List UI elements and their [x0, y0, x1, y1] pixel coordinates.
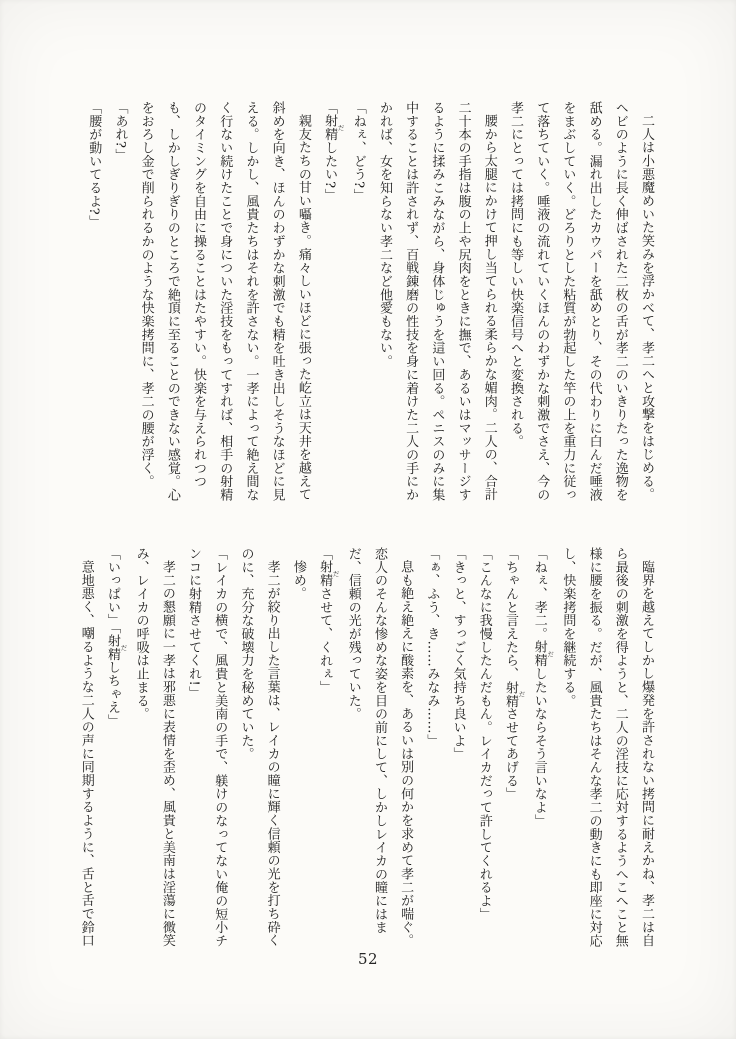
bottom-text-block — [73, 547, 659, 949]
narration-paragraph — [285, 547, 311, 949]
text-run: 意地悪く、嘲るような二人の声に同期するように、舌と舌で鈴口 — [78, 560, 94, 948]
top-text-block — [80, 101, 659, 503]
narration-paragraph — [554, 547, 659, 949]
dialogue-line — [80, 101, 106, 503]
page-number: 52 — [357, 950, 379, 968]
text-run: 「 — [317, 547, 333, 561]
text-run: させて、くれぇ」 — [317, 587, 333, 694]
text-run: 孝二が絞り出した言葉は、レイカの瞳に輝く信頼の光を打ち砕くのに、充分な破壊力を秘めていた。 — [238, 547, 280, 948]
text-run: 親友たちの甘い囁き。痛々しいほどに張った屹立は天井を越えて斜めを向き、ほんのわずかな刺激でも精を吐き出しそうなほどに見える。しかし、風貴たちはそれを許さない。一孝によって絶え間なく行ない続けたことで身についた淫技をもってすれば、相手の射精のタイミングを自由に操ることはたやすい。快楽を与えられつつも、しかしぎりぎりのところで絶頂に至ることのできない感覚。心をおろし金で削られるかのような快楽拷問に、孝二の腰が浮く。 — [138, 101, 311, 502]
text-run: したいならそう言いなよ」 — [531, 667, 547, 828]
text-run: 臨界を越えてしかし爆発を許されない拷問に耐えかね、孝二は自ら最後の刺激を得ようと、二人の淫技に応対するようへこへこと無様に腰を振る。だが、風貴たちはそんな孝二の動きにも即座に対応し、快楽拷問を継続する。 — [560, 547, 654, 948]
text-run: 惨め。 — [290, 560, 306, 601]
dialogue-line — [444, 547, 470, 949]
text-run: しちゃえ」 — [104, 660, 120, 728]
dialogue-line — [471, 547, 497, 949]
text-run: したい?」 — [322, 141, 338, 202]
dialogue-line — [311, 547, 340, 949]
text-run: 二人は小悪魔めいた笑みを浮かべて、孝二へと攻撃をはじめる。ヘビのように長く伸ばされた二枚の舌が孝二のいきりたった逸物を舐める。漏れ出したカウパーを舐めとり、その代わりに白んだ唾液をまぶしていく。どろりとした粘質が勃起した竿の上を重力に従って落ちていく。唾液の流れていくほんのわずかな刺激でさえ、今の孝二にとっては拷問にも等しい快楽信号へと変換される。 — [507, 101, 654, 502]
dialogue-line — [497, 547, 526, 949]
text-run: 「あれ?」 — [112, 101, 128, 162]
text-run: 「腰が動いてるよ?」 — [86, 101, 102, 229]
text-run: 「レイカの横で、風貴と美南の手で、躾けのなってない俺の短小チンコに射精させてくれ!」 — [186, 547, 228, 948]
dialogue-line — [345, 101, 371, 503]
narration-paragraph — [132, 101, 315, 503]
text-run: 「 — [322, 101, 338, 115]
text-run: 「ねぇ、どう?」 — [350, 101, 366, 202]
narration-paragraph — [502, 101, 659, 503]
narration-paragraph — [232, 547, 284, 949]
dialogue-line — [316, 101, 345, 503]
text-run: 「きっと、すっごく気持ち良いよ」 — [450, 547, 466, 761]
furigana-word: 射精 だ — [502, 680, 526, 708]
text-run: 息も絶え絶えに酸素を、あるいは別の何かを求めて孝二が喘ぐ。恋人のそんな惨めな姿を目の前にして、しかしレイカの瞳にはまだ、信頼の光が残っていた。 — [345, 547, 414, 948]
text-run: 孝二の懇願に一孝は邪悪に表情を歪め、風貴と美南は淫蕩に微笑み、レイカの呼吸は止まる。 — [133, 547, 175, 948]
dialogue-line — [418, 547, 444, 949]
dialogue-line — [99, 547, 128, 949]
furigana-text: だ — [517, 680, 526, 708]
narration-paragraph — [73, 547, 99, 949]
text-run: 「ちゃんと言えたら、 — [502, 547, 518, 681]
text-run: 「ぁ、ふう、き……みなみ……」 — [424, 547, 440, 748]
furigana-word: 射精 だ — [531, 640, 555, 668]
dialogue-line — [180, 547, 232, 949]
furigana-word: 射精 だ — [104, 633, 128, 661]
text-run: させてあげる」 — [502, 707, 518, 801]
dialogue-line — [525, 547, 554, 949]
dialogue-line — [106, 101, 132, 503]
furigana-word: 射精 だ — [322, 114, 345, 142]
narration-paragraph — [340, 547, 419, 949]
furigana-word: 射精 だ — [317, 560, 340, 588]
furigana-text: だ — [546, 640, 555, 668]
text-run: 腰から太腿にかけて押し当てられる柔らかな媚肉。二人の、合計二十本の手指は腹の上や尻肉をときに撫で、あるいはマッサージするように揉みこみながら、身体じゅうを這い回る。ペニスのみに集中することは許されず、百戦錬磨の性技を身に着けた二人の手にかかれば、女を知らない孝二など他愛もない。 — [376, 101, 497, 502]
furigana-text: だ — [331, 560, 340, 588]
narration-paragraph — [127, 547, 179, 949]
furigana-text: だ — [119, 633, 128, 661]
text-run: 「いっぱい」「 — [104, 547, 120, 634]
narration-paragraph — [371, 101, 502, 503]
text-run: 「ねぇ、孝二。 — [531, 547, 547, 641]
furigana-text: だ — [336, 114, 345, 142]
text-run: 「こんなに我慢したんだもん。レイカだって許してくれるよ」 — [476, 547, 492, 921]
